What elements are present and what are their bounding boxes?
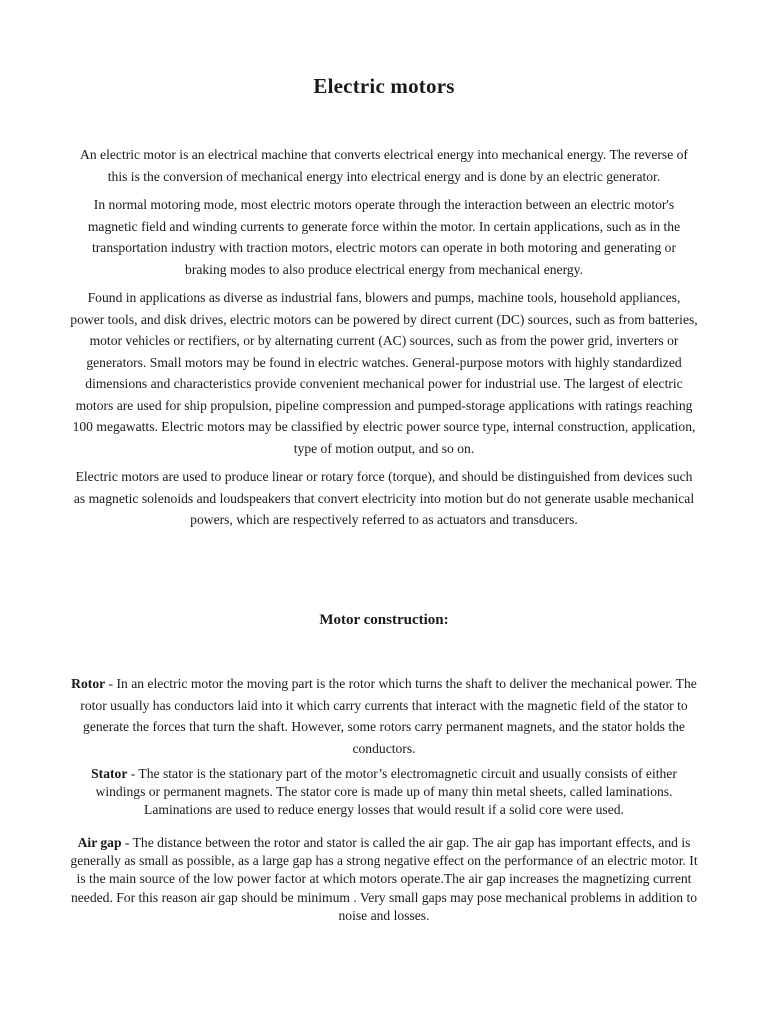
definition-text: - The distance between the rotor and stator is called the air gap. The air gap has important effects, and is generally as small as possible, as a large gap has a strong negative effect on the performance of an electric motor. It is the main source of the low power factor at which motors operate.The air gap increases the magnetizing current needed. For this reason air gap should be minimum . Very small gaps may pose mechanical problems in addition to noise and losses.	[70, 834, 698, 923]
intro-paragraph: An electric motor is an electrical machine that converts electrical energy into mechanical energy. The reverse of this is the conversion of mechanical energy into electrical energy and is done by an electric generator.	[80, 147, 688, 184]
definition-rotor	[68, 673, 700, 760]
definition-stator	[68, 765, 700, 819]
intro-section	[70, 144, 698, 538]
intro-paragraph: Found in applications as diverse as industrial fans, blowers and pumps, machine tools, household appliances, power tools, and disk drives, electric motors can be powered by direct current (DC) sources, such as from batteries, motor vehicles or rectifiers, or by alternating current (AC) sources, such as from the power grid, inverters or generators. Small motors may be found in electric watches. General-purpose motors with highly standardized dimensions and characteristics provide convenient mechanical power for industrial use. The largest of electric motors are used for ship propulsion, pipeline compression and pumped-storage applications with ratings reaching 100 megawatts. Electric motors may be classified by electric power source type, internal construction, application, type of motion output, and so on.	[70, 290, 698, 456]
definition-term: Air gap	[77, 834, 122, 850]
definition-text: - The stator is the stationary part of the motor’s electromagnetic circuit and usually consists of either windings or permanent magnets. The stator core is made up of many thin metal sheets, called laminations. Laminations are used to reduce energy losses that would result if a solid core were used.	[95, 765, 677, 817]
definition-term: Rotor	[71, 676, 106, 691]
definition-term: Stator	[91, 765, 128, 781]
intro-paragraph: In normal motoring mode, most electric motors operate through the interaction between an electric motor's magnetic field and winding currents to generate force within the motor. In certain applications, such as in the transportation industry with traction motors, electric motors can operate in both motoring and generating or braking modes to also produce electrical energy from mechanical energy.	[87, 197, 681, 277]
definitions-section	[68, 673, 700, 925]
intro-paragraph: Electric motors are used to produce linear or rotary force (torque), and should be distinguished from devices such as magnetic solenoids and loudspeakers that convert electricity into motion but do not generate usable mechanical powers, which are respectively referred to as actuators and transducers.	[73, 469, 695, 527]
section-heading: Motor construction:	[319, 612, 449, 628]
definition-air-gap	[68, 834, 700, 925]
definition-text: - In an electric motor the moving part is the rotor which turns the shaft to deliver the mechanical power. The rotor usually has conductors laid into it which carry currents that interact with the magnetic field of the stator to generate the forces that turn the shaft. However, some rotors carry permanent magnets, and the stator holds the conductors.	[80, 676, 697, 757]
page-title: Electric motors	[313, 74, 455, 98]
